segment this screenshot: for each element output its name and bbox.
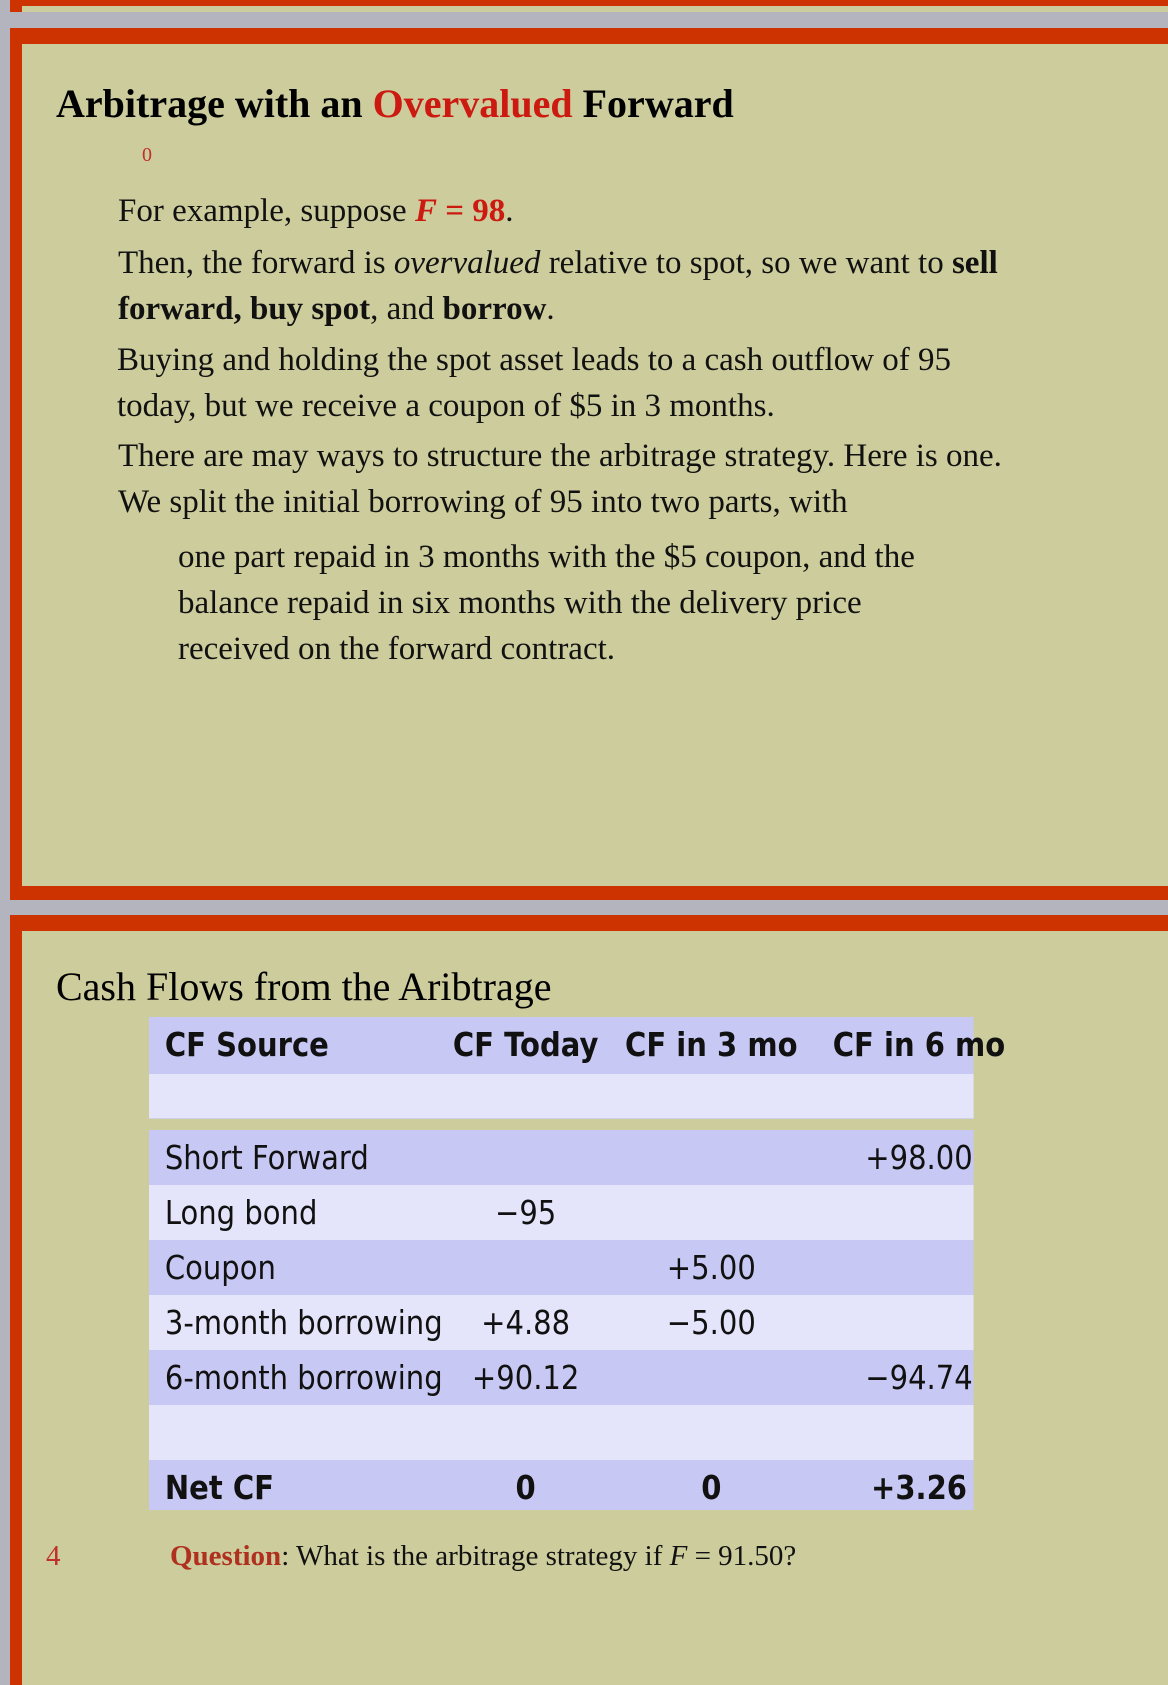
overvalued-emphasis: overvalued: [393, 245, 541, 281]
question-text: [170, 1540, 796, 1573]
forward-price-expression: [415, 193, 505, 229]
forward-value: = 98: [436, 193, 506, 229]
header-cf-3mo: CF in 3 mo: [625, 1025, 798, 1064]
table-row: [149, 1130, 974, 1185]
cell-source: 3-month borrowing: [164, 1303, 443, 1342]
question-label: Question: [170, 1540, 282, 1572]
borrow-emphasis: borrow: [442, 291, 547, 327]
cell-3mo: +5.00: [666, 1248, 756, 1287]
cell-net-3mo: 0: [701, 1468, 722, 1507]
table-row: [149, 1185, 974, 1240]
sell-forward-buy-spot: sell forward, buy spot: [118, 245, 998, 327]
cash-flow-table: [149, 1017, 1006, 1510]
slide-marker: 0: [142, 144, 152, 166]
strategy-text-c: , and: [370, 291, 443, 327]
paragraph-strategy: [118, 240, 1043, 332]
paragraph-spot-asset: Buying and holding the spot asset leads to a cash outflow of 95 today, but we receive a coupon of $5 in 3 months.: [117, 342, 952, 424]
header-cf-source: CF Source: [164, 1025, 329, 1064]
title-prefix: Arbitrage with an: [56, 81, 373, 126]
table-gap: [149, 1119, 974, 1130]
cell-today: −95: [494, 1193, 557, 1232]
cell-6mo: −94.74: [865, 1358, 973, 1397]
cell-net-label: Net CF: [164, 1468, 274, 1507]
header-cf-today: CF Today: [452, 1025, 599, 1064]
table-row: [149, 1240, 974, 1295]
paragraph-structure: [118, 433, 1058, 525]
cell-today: +4.88: [481, 1303, 571, 1342]
strategy-end: .: [546, 291, 555, 327]
strategy-text-a: Then, the forward is: [118, 245, 394, 281]
strategy-text-b: relative to spot, so we want to: [540, 245, 952, 281]
example-text: For example, suppose: [118, 193, 415, 229]
page-number: 4: [46, 1540, 61, 1572]
cell-source: Short Forward: [164, 1138, 369, 1177]
structure-line-1: There are may ways to structure the arbitrage strategy. Here is one.: [118, 438, 1002, 474]
table-spacer-row: [149, 1405, 974, 1460]
previous-slide-edge: [10, 0, 1168, 12]
paragraph-example: [118, 187, 1038, 235]
slide-title: [56, 80, 734, 127]
title-suffix: Forward: [572, 81, 734, 126]
cell-source: Coupon: [164, 1248, 276, 1287]
slide-title: Cash Flows from the Aribtrage: [56, 964, 552, 1009]
cell-6mo: +98.00: [865, 1138, 973, 1177]
table-spacer-row: [149, 1074, 974, 1119]
cell-source: Long bond: [164, 1193, 318, 1232]
table-net-row: [149, 1460, 974, 1510]
title-highlight: Overvalued: [372, 81, 573, 126]
example-end: .: [505, 193, 514, 229]
paragraph-split-borrowing: one part repaid in 3 months with the $5 coupon, and the balance repaid in six months with the delivery price received on the forward contract.: [178, 539, 915, 667]
forward-variable: F: [414, 193, 437, 229]
table-header-row: [149, 1017, 1006, 1074]
header-cf-6mo: CF in 6 mo: [832, 1025, 1006, 1064]
table-row: [149, 1350, 974, 1405]
slide-overvalued-forward: [10, 28, 1168, 900]
cell-net-today: 0: [515, 1468, 536, 1507]
question-value: = 91.50?: [687, 1540, 797, 1572]
cell-source: 6-month borrowing: [164, 1358, 443, 1397]
table-row: [149, 1295, 974, 1350]
question-variable: F: [669, 1540, 688, 1572]
cell-today: +90.12: [471, 1358, 580, 1397]
structure-line-2: We split the initial borrowing of 95 into two parts, with: [118, 484, 848, 520]
cell-3mo: −5.00: [666, 1303, 756, 1342]
question-body: : What is the arbitrage strategy if: [281, 1540, 670, 1572]
cell-net-6mo: +3.26: [870, 1468, 967, 1507]
